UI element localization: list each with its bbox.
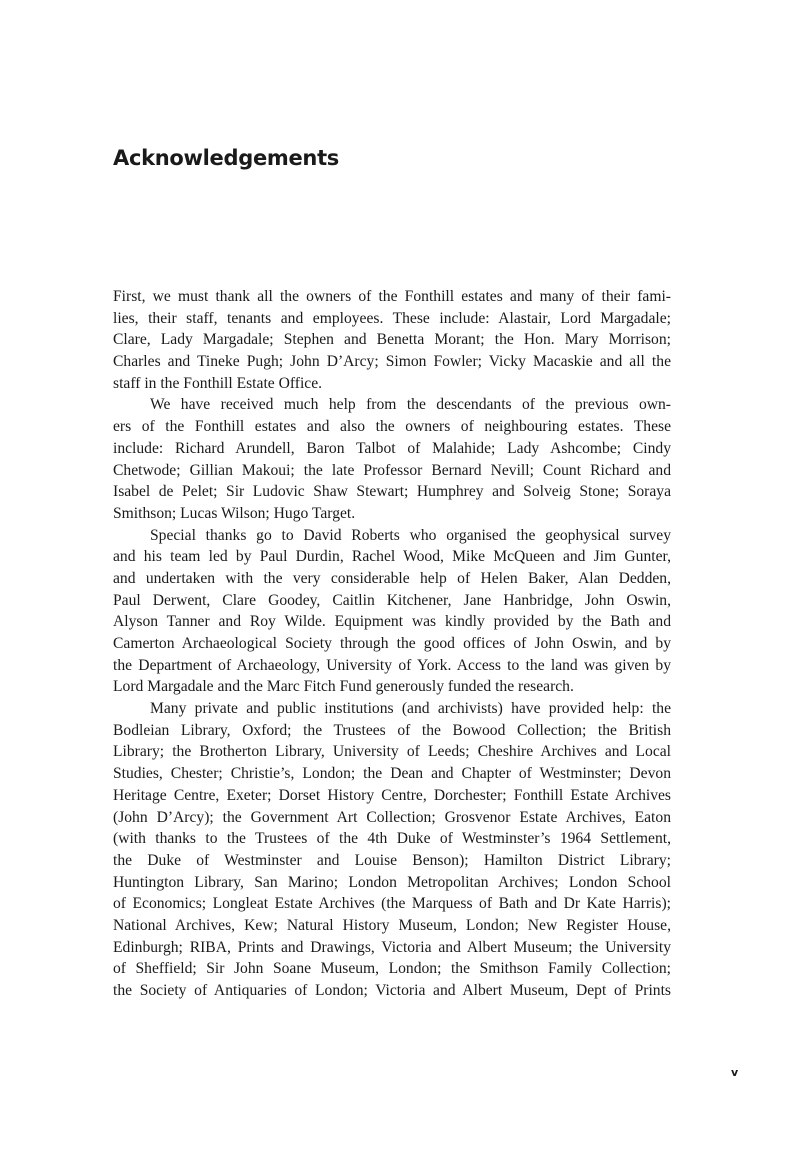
text-line: Chetwode; Gillian Makoui; the late Professor Bernard Nevill; Count Richard and [113,461,671,479]
text-line: Huntington Library, San Marino; London Metropolitan Archives; London School [113,873,671,891]
text-line: (with thanks to the Trustees of the 4th Duke of Westminster’s 1964 Settlement, [113,830,671,848]
text-line: (John D’Arcy); the Government Art Collection; Grosvenor Estate Archives, Eaton [113,808,671,826]
text-line: Clare, Lady Margadale; Stephen and Benetta Morant; the Hon. Mary Morrison; [113,331,671,349]
text-line: First, we must thank all the owners of the Fonthill estates and many of their fami- [113,288,671,305]
text-line: the Duke of Westminster and Louise Benson); Hamilton District Library; [113,851,671,869]
text-line: ers of the Fonthill estates and also the owners of neighbouring estates. These [113,418,671,436]
text-line: Smithson; Lucas Wilson; Hugo Target. [113,504,356,522]
paragraph-geophysical-survey [113,525,671,699]
text-line: Many private and public institutions (and archivists) have provided help: the [150,700,671,718]
text-line: Isabel de Pelet; Sir Ludovic Shaw Stewart; Humphrey and Solveig Stone; Soraya [113,483,671,501]
text-line: the Department of Archaeology, University of York. Access to the land was given by [113,656,671,674]
text-line: Bodleian Library, Oxford; the Trustees of the Bowood Collection; the British [113,721,671,739]
text-line: Studies, Chester; Christie’s, London; the Dean and Chapter of Westminster; Devon [113,765,671,783]
text-line: the Society of Antiquaries of London; Victoria and Albert Museum, Dept of Prints [113,982,671,999]
text-line: staff in the Fonthill Estate Office. [113,374,323,392]
paragraph-institutions [113,698,671,1002]
text-line: Special thanks go to David Roberts who organised the geophysical survey [150,526,671,544]
text-line: include: Richard Arundell, Baron Talbot of Malahide; Lady Ashcombe; Cindy [113,439,671,457]
text-line: Heritage Centre, Exeter; Dorset History Centre, Dorchester; Fonthill Estate Archives [113,786,671,804]
text-line: Alyson Tanner and Roy Wilde. Equipment was kindly provided by the Bath and [113,613,671,631]
text-line: and his team led by Paul Durdin, Rachel Wood, Mike McQueen and Jim Gunter, [113,548,671,566]
text-line: of Economics; Longleat Estate Archives (the Marquess of Bath and Dr Kate Harris); [113,895,671,913]
text-line: We have received much help from the descendants of the previous own- [150,396,671,414]
text-line: Edinburgh; RIBA, Prints and Drawings, Victoria and Albert Museum; the University [113,938,671,956]
paragraph-descendants [113,394,671,524]
text-line: Camerton Archaeological Society through the good offices of John Oswin, and by [113,635,671,652]
page-title: Acknowledgements [113,146,340,170]
text-line: Lord Margadale and the Marc Fitch Fund generously funded the research. [113,678,574,696]
text-line: and undertaken with the very considerable help of Helen Baker, Alan Dedden, [113,569,671,587]
paragraph-owners [113,286,671,394]
text-line: of Sheffield; Sir John Soane Museum, London; the Smithson Family Collection; [113,960,671,978]
text-line: Paul Derwent, Clare Goodey, Caitlin Kitchener, Jane Hanbridge, John Oswin, [113,591,671,609]
text-line: lies, their staff, tenants and employees. These include: Alastair, Lord Margadale; [113,309,671,327]
page-number: v [731,1066,739,1079]
text-line: National Archives, Kew; Natural History Museum, London; New Register House, [113,916,671,934]
text-line: Library; the Brotherton Library, University of Leeds; Cheshire Archives and Local [113,743,671,761]
body-text [113,286,671,1002]
text-line: Charles and Tineke Pugh; John D’Arcy; Simon Fowler; Vicky Macaskie and all the [113,353,671,371]
